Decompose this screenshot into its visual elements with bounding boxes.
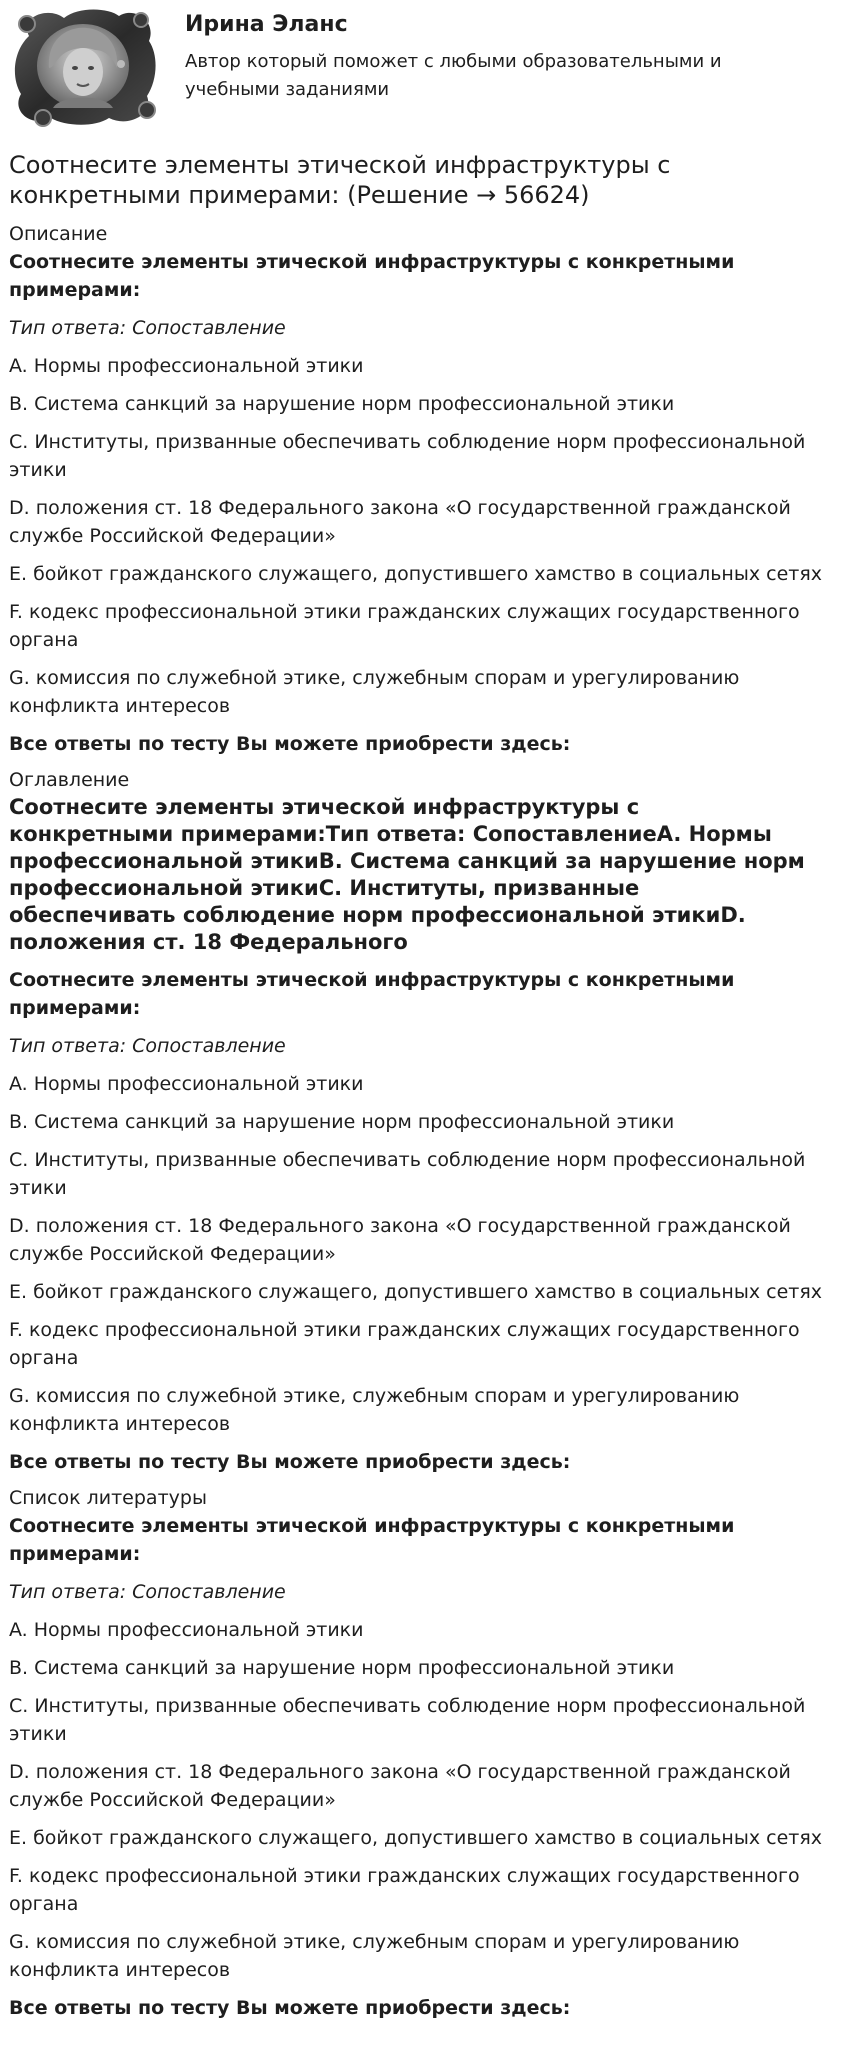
option-c: C. Институты, призванные обеспечивать соблюдение норм профессиональной этики: [9, 1149, 806, 1199]
section-label-toc: Оглавление: [9, 769, 130, 791]
option-a: A. Нормы профессиональной этики: [9, 1619, 364, 1641]
toc-summary: Соотнесите элементы этической инфраструктуры с конкретными примерами:Тип ответа: СопоставлениеA. Нормы профессиональной этикиB. Система санкций за нарушение норм профессиональной этикиC. Институты, призванные обеспечивать соблюдение норм профессиональной этикиD. положения ст. 18 Федерального: [9, 795, 805, 954]
author-block: [9, 0, 838, 136]
option-c: C. Институты, призванные обеспечивать соблюдение норм профессиональной этики: [9, 1695, 806, 1745]
author-description: Автор который поможет с любыми образовательными и учебными заданиями: [185, 51, 722, 100]
option-f: F. кодекс профессиональной этики гражданских служащих государственного органа: [9, 1319, 800, 1369]
answer-type: Тип ответа: Сопоставление: [9, 1581, 286, 1603]
option-d: D. положения ст. 18 Федерального закона «О государственной гражданской службе Российской Федерации»: [9, 1215, 791, 1265]
option-a: A. Нормы профессиональной этики: [9, 1073, 364, 1095]
question-heading: Соотнесите элементы этической инфраструктуры с конкретными примерами:: [9, 1515, 735, 1565]
option-f: F. кодекс профессиональной этики гражданских служащих государственного органа: [9, 1865, 800, 1915]
option-e: E. бойкот гражданского служащего, допустившего хамство в социальных сетях: [9, 563, 823, 585]
option-b: B. Система санкций за нарушение норм профессиональной этики: [9, 393, 675, 415]
main-content: [9, 150, 838, 2022]
avatar-photo-frame-icon: [9, 6, 159, 128]
author-info: [185, 10, 828, 104]
section-description: [9, 220, 838, 758]
avatar[interactable]: [9, 6, 159, 128]
option-b: B. Система санкций за нарушение норм профессиональной этики: [9, 1111, 675, 1133]
question-heading: Соотнесите элементы этической инфраструктуры с конкретными примерами:: [9, 251, 735, 301]
section-literature: [9, 1484, 838, 2022]
buy-note: Все ответы по тесту Вы можете приобрести здесь:: [9, 1451, 571, 1473]
answer-type: Тип ответа: Сопоставление: [9, 317, 286, 339]
section-label-literature: Список литературы: [9, 1487, 207, 1509]
option-c: C. Институты, призванные обеспечивать соблюдение норм профессиональной этики: [9, 431, 806, 481]
section-label-description: Описание: [9, 223, 108, 245]
option-g: G. комиссия по служебной этике, служебным спорам и урегулированию конфликта интересов: [9, 1931, 740, 1981]
option-f: F. кодекс профессиональной этики гражданских служащих государственного органа: [9, 601, 800, 651]
option-e: E. бойкот гражданского служащего, допустившего хамство в социальных сетях: [9, 1827, 823, 1849]
buy-note: Все ответы по тесту Вы можете приобрести здесь:: [9, 733, 571, 755]
option-a: A. Нормы профессиональной этики: [9, 355, 364, 377]
option-d: D. положения ст. 18 Федерального закона «О государственной гражданской службе Российской Федерации»: [9, 497, 791, 547]
option-d: D. положения ст. 18 Федерального закона «О государственной гражданской службе Российской Федерации»: [9, 1761, 791, 1811]
option-g: G. комиссия по служебной этике, служебным спорам и урегулированию конфликта интересов: [9, 1385, 740, 1435]
option-e: E. бойкот гражданского служащего, допустившего хамство в социальных сетях: [9, 1281, 823, 1303]
option-b: B. Система санкций за нарушение норм профессиональной этики: [9, 1657, 675, 1679]
question-heading: Соотнесите элементы этической инфраструктуры с конкретными примерами:: [9, 969, 735, 1019]
option-g: G. комиссия по служебной этике, служебным спорам и урегулированию конфликта интересов: [9, 667, 740, 717]
buy-note: Все ответы по тесту Вы можете приобрести здесь:: [9, 1997, 571, 2019]
section-toc: [9, 766, 838, 1476]
author-name[interactable]: Ирина Эланс: [185, 12, 348, 37]
answer-type: Тип ответа: Сопоставление: [9, 1035, 286, 1057]
page-title: Соотнесите элементы этической инфраструктуры с конкретными примерами: (Решение → 56624): [9, 151, 671, 209]
